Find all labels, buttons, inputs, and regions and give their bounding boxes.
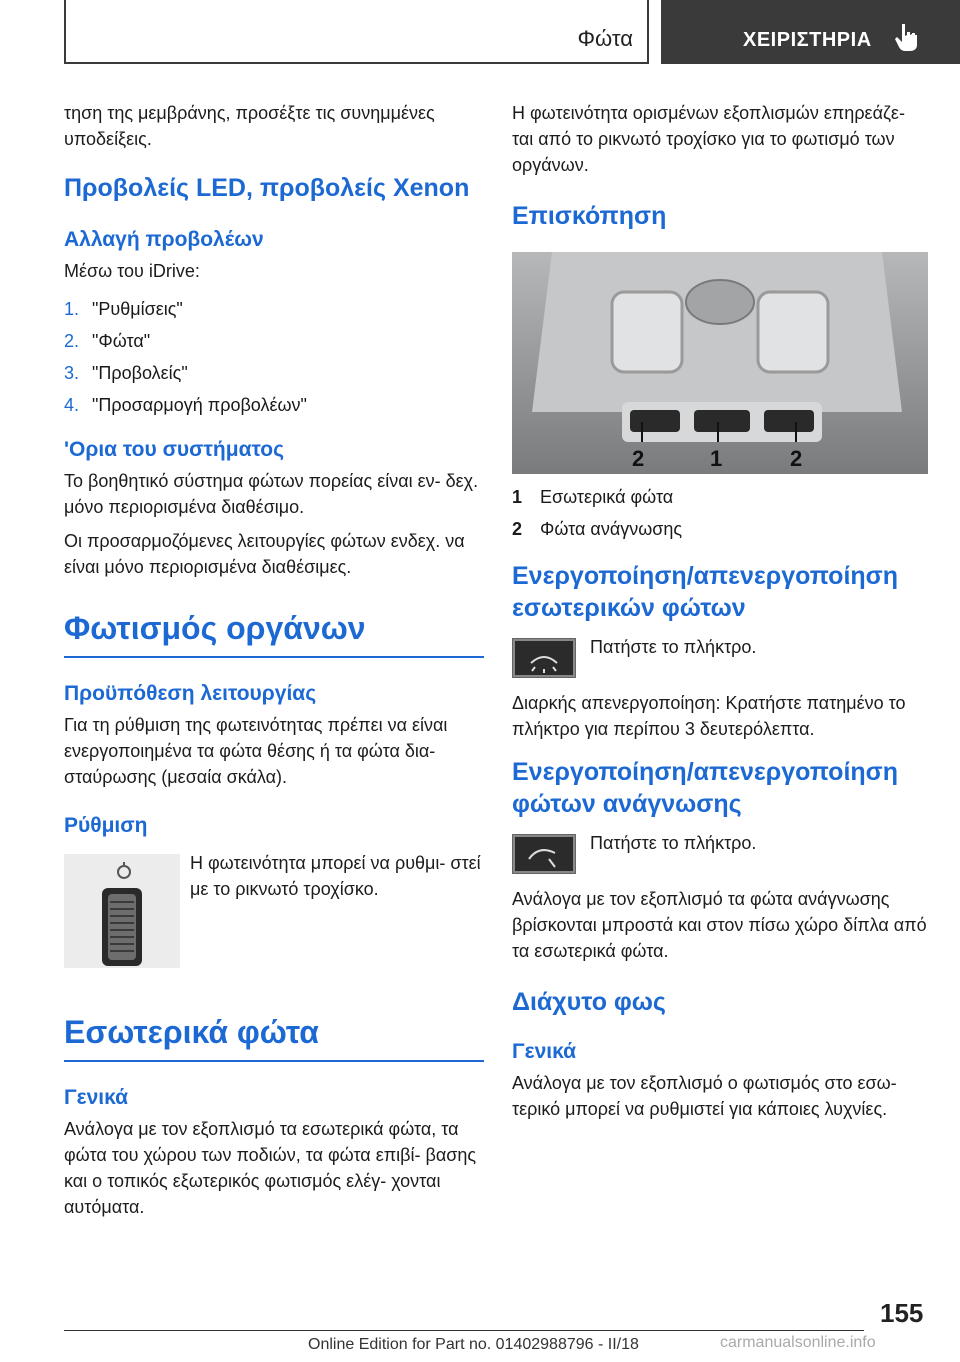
via-idrive-text: Μέσω του iDrive: — [64, 261, 200, 281]
thumbwheel-image — [64, 854, 180, 968]
header-section-tab — [64, 0, 649, 64]
header-section-title: Φώτα — [577, 26, 633, 51]
heading-system-limits: 'Ορια του συστήματος — [64, 438, 285, 461]
adjust-paragraph: Η φωτεινότητα μπορεί να ρυθμι- στεί με το ρικνωτό τροχίσκο. — [190, 853, 481, 899]
legend-item: 2 Φώτα ανάγνωσης — [512, 519, 683, 539]
heading-overview: Επισκόπηση — [512, 202, 667, 230]
heading-led-xenon: Προβολείς LED, προβολείς Xenon — [64, 174, 470, 202]
press-key-text: Πατήστε το πλήκτρο. — [590, 833, 757, 853]
reading-lights-paragraph: Ανάλογα με τον εξοπλισμό τα φώτα ανάγνωσης βρίσκονται μπροστά και στον πίσω χώρο δίπλα από τα εσωτερικά φώτα. — [512, 889, 927, 961]
left-column — [64, 100, 484, 1220]
general-paragraph: Ανάλογα με τον εξοπλισμό τα εσωτερικά φώτα, τα φώτα του χώρου των ποδιών, τα φώτα επιβί- βασης και ο τοπικός εξωτερικός φωτισμός ελέγ- χονται αυτόματα. — [64, 1119, 477, 1217]
overhead-console-image — [512, 252, 928, 474]
header-manual-title: ΧΕΙΡΙΣΤΗΡΙΑ — [743, 29, 872, 51]
heading-interior-onoff: Ενεργοποίηση/απενεργοποίηση εσωτερικών φώτων — [512, 562, 899, 622]
footer-rule — [64, 1330, 864, 1331]
limits-paragraph-2: Οι προσαρμοζόμενες λειτουργίες φώτων ενδεχ. να είναι μόνο περιορισμένα διαθέσιμες. — [64, 531, 465, 577]
list-item: 3. "Προβολείς" — [64, 363, 188, 383]
ambient-paragraph: Ανάλογα με τον εξοπλισμό ο φωτισμός στο εσω- τερικό μπορεί να ρυθμιστεί για κάποιες λυχνίες. — [512, 1073, 897, 1119]
heading-adjustment: Ρύθμιση — [64, 814, 148, 837]
list-item: 4. "Προσαρμογή προβολέων" — [64, 395, 307, 415]
right-column — [512, 100, 928, 1122]
header-manual-tab — [661, 0, 960, 64]
watermark: carmanualsonline.info — [720, 1334, 876, 1351]
intro-text: τηση της μεμβράνης, προσέξτε τις συνημμένες υποδείξεις. — [64, 103, 435, 149]
heading-interior-lights: Εσωτερικά φώτα — [64, 1014, 319, 1050]
prereq-paragraph: Για τη ρύθμιση της φωτεινότητας πρέπει να είναι ενεργοποιημένα τα φώτα θέσης ή τα φώτα δια- σταύρωσης (μεσαία σκάλα). — [64, 715, 448, 787]
image-label: 2 — [790, 446, 803, 471]
hand-pointer-icon — [894, 22, 920, 52]
legend-item: 1 Εσωτερικά φώτα — [512, 487, 674, 507]
heading-reading-onoff: Ενεργοποίηση/απενεργοποίηση φώτων ανάγνωσης — [512, 758, 899, 818]
limits-paragraph-1: Το βοηθητικό σύστημα φώτων πορείας είναι εν- δεχ. μόνο περιορισμένα διαθέσιμο. — [64, 471, 479, 517]
permanent-off-text: Διαρκής απενεργοποίηση: Κρατήστε πατημένο το πλήκτρο για περίπου 3 δευτερόλεπτα. — [512, 693, 906, 739]
reading-light-button-icon — [512, 834, 576, 874]
steps-list — [64, 296, 484, 418]
image-label: 2 — [632, 446, 645, 471]
heading-general: Γενικά — [64, 1086, 129, 1109]
heading-change-headlights: Αλλαγή προβολέων — [64, 228, 264, 251]
page-number: 155 — [880, 1298, 924, 1328]
list-item: 2. "Φώτα" — [64, 331, 151, 351]
heading-instrument-lighting: Φωτισμός οργάνων — [64, 610, 366, 646]
press-key-text: Πατήστε το πλήκτρο. — [590, 637, 757, 657]
heading-general: Γενικά — [512, 1040, 577, 1063]
heading-prerequisite: Προϋπόθεση λειτουργίας — [64, 682, 317, 705]
image-label: 1 — [710, 446, 723, 471]
intro-text-right: Η φωτεινότητα ορισμένων εξοπλισμών επηρεάζε- ται από το ρικνωτό τροχίσκο για το φωτισμό των οργάνων. — [512, 103, 905, 175]
interior-light-button-icon — [512, 638, 576, 678]
footer-edition: Online Edition for Part no. 01402988796 - II/18 — [308, 1336, 639, 1353]
heading-ambient-light: Διάχυτο φως — [512, 988, 666, 1016]
list-item: 1. "Ρυθμίσεις" — [64, 299, 183, 319]
